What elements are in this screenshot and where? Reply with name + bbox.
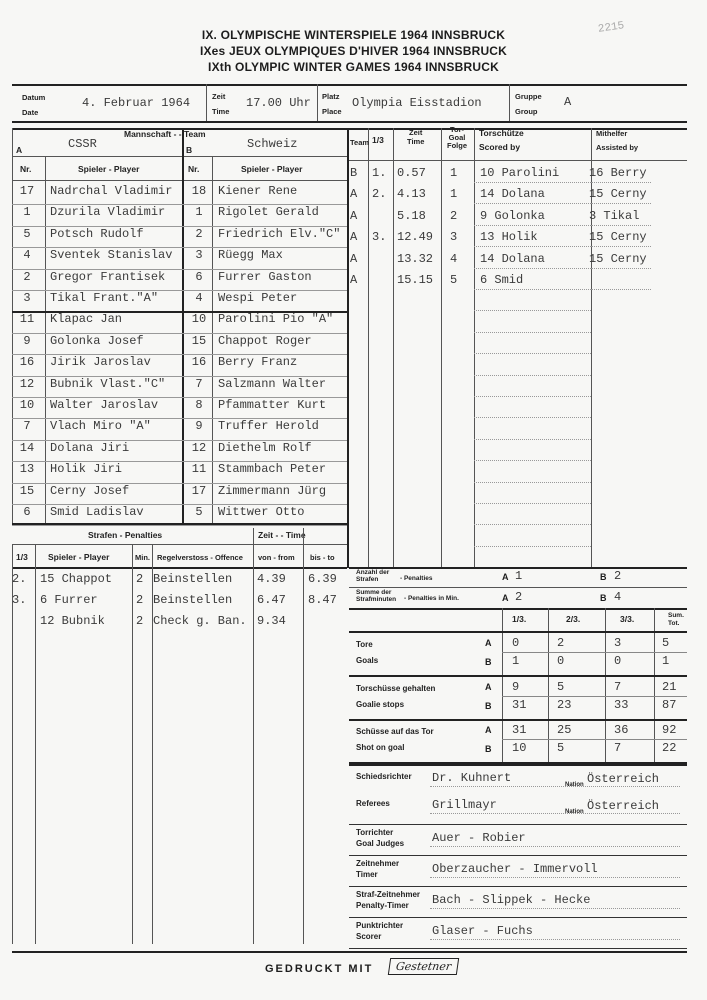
stat-b-letter: B xyxy=(485,657,492,667)
penalty-offence: Check g. Ban. xyxy=(153,614,247,628)
stat-b-value: 1 xyxy=(512,654,520,668)
rule-line xyxy=(474,375,591,376)
stat-b-value: 0 xyxy=(614,654,622,668)
player-b-number: 8 xyxy=(195,398,203,412)
stat-a-letter: A xyxy=(485,725,492,735)
player-header-b: Spieler - Player xyxy=(241,164,303,174)
penalty-offence: Beinstellen xyxy=(153,593,233,607)
stat-a-letter: A xyxy=(485,638,492,648)
goal-assist: 3 Tikal xyxy=(589,208,640,223)
team-b-name: Schweiz xyxy=(247,137,298,151)
gestetner-logo-text: Gestetner xyxy=(395,960,453,973)
player-b-name: Berry Franz xyxy=(218,355,298,370)
stat-label-en: Goalie stops xyxy=(356,700,405,709)
penalty-count-a: 1 xyxy=(515,569,523,583)
goal-order: 3 xyxy=(450,230,458,245)
goal-order: 1 xyxy=(450,187,458,202)
player-b-name: Parolini Pio "A" xyxy=(218,312,334,327)
goal-team: B xyxy=(350,166,358,180)
penalty-player: 15 Chappot xyxy=(40,572,113,586)
penalty-count-label xyxy=(356,569,398,583)
player-b-name: Wespi Peter xyxy=(218,291,298,305)
stat-a-value: 92 xyxy=(662,723,677,737)
stat-a-value: 31 xyxy=(512,723,527,737)
rule-line xyxy=(349,719,687,721)
official-label: Zeitnehmer xyxy=(356,859,400,868)
penalty-minutes-label-en: - Penalties in Min. xyxy=(404,595,459,602)
penalty-minutes-label-de: Summe der Strafminuten xyxy=(356,589,397,603)
rule-line xyxy=(591,246,651,247)
player-b-number: 3 xyxy=(195,248,203,263)
penalty-from: 4.39 xyxy=(257,572,286,586)
penalty-player: 12 Bubnik xyxy=(40,614,105,628)
pen-offence-header: Regelverstoss - Offence xyxy=(157,553,243,562)
rule-line xyxy=(474,310,591,311)
player-a-name: Nadrchal Vladimir xyxy=(50,184,173,198)
player-a-name: Klapac Jan xyxy=(50,312,123,327)
stat-a-value: 36 xyxy=(614,723,629,737)
official-value: Oberzaucher - Immervoll xyxy=(432,862,598,876)
rule-line xyxy=(349,948,687,949)
player-b-name: Chappot Roger xyxy=(218,333,312,348)
penalty-to: 8.47 xyxy=(308,593,337,607)
player-b-number: 17 xyxy=(191,483,207,498)
rule-line xyxy=(430,877,680,878)
player-b-number: 10 xyxy=(191,312,207,327)
player-b-name: Rüegg Max xyxy=(218,248,283,263)
player-b-number: 5 xyxy=(195,505,203,519)
corner-note: 2215 xyxy=(597,20,626,36)
stat-b-value: 33 xyxy=(614,698,629,712)
rule-line xyxy=(591,225,651,226)
official-label: Referees xyxy=(356,799,390,808)
rule-line xyxy=(474,268,591,269)
player-b-number: 12 xyxy=(191,440,207,455)
rule-line xyxy=(591,268,651,269)
player-a-number: 10 xyxy=(19,398,35,412)
goal-order: 2 xyxy=(450,208,458,223)
time-label: Zeit xyxy=(212,92,226,101)
player-a-number: 14 xyxy=(19,440,35,455)
goal-team: A xyxy=(350,230,358,245)
title-line-3: IXth OLYMPIC WINTER GAMES 1964 INNSBRUCK xyxy=(208,60,499,74)
pen-from-header: von - from xyxy=(258,553,295,562)
stat-b-value: 87 xyxy=(662,698,677,712)
rule-line xyxy=(474,182,591,183)
group-label-en: Group xyxy=(515,107,538,116)
player-a-name: Sventek Stanislav xyxy=(50,248,173,263)
team-label: Mannschaft - - Team xyxy=(124,129,206,139)
rule-line xyxy=(474,289,591,290)
rule-line xyxy=(591,203,651,204)
rule-line xyxy=(474,396,591,397)
player-b-number: 15 xyxy=(191,333,207,348)
player-a-number: 16 xyxy=(19,355,35,370)
goal-team: A xyxy=(350,187,358,202)
stat-a-value: 25 xyxy=(557,723,572,737)
goal-order: 4 xyxy=(450,251,458,266)
stat-b-letter: B xyxy=(485,744,492,754)
player-a-name: Walter Jaroslav xyxy=(50,398,159,412)
goals-order-header: Tor- Goal Folge xyxy=(447,125,467,150)
player-b-number: 1 xyxy=(195,205,203,220)
stats-p1-header: 1/3. xyxy=(512,614,527,624)
stat-b-value: 7 xyxy=(614,741,622,755)
rule-line xyxy=(502,652,687,653)
player-b-name: Salzmann Walter xyxy=(218,376,327,391)
rule-line xyxy=(474,503,591,504)
rule-line xyxy=(474,460,591,461)
goal-assist: 16 Berry xyxy=(589,166,647,180)
rule-line xyxy=(430,908,680,909)
player-b-number: 11 xyxy=(191,462,207,477)
player-a-name: Bubnik Vlast."C" xyxy=(50,376,166,391)
player-b-name: Stammbach Peter xyxy=(218,462,327,477)
player-a-number: 12 xyxy=(19,376,35,391)
rule-line xyxy=(12,951,687,953)
place-label-en: Place xyxy=(322,107,342,116)
rule-line xyxy=(349,917,687,918)
stat-b-value: 23 xyxy=(557,698,572,712)
goal-scorer: 9 Golonka xyxy=(480,208,545,223)
player-a-number: 2 xyxy=(23,269,31,284)
stat-a-value: 5 xyxy=(662,636,670,650)
stat-a-letter: A xyxy=(485,682,492,692)
goal-team: A xyxy=(350,273,358,287)
rule-line xyxy=(430,846,680,847)
count-a-letter: A xyxy=(502,572,509,582)
stat-a-value: 21 xyxy=(662,680,677,694)
stat-label: Tore xyxy=(356,640,373,649)
goal-time: 5.18 xyxy=(397,208,426,223)
penalty-period: 3. xyxy=(12,593,27,607)
player-a-name: Cerny Josef xyxy=(50,483,130,498)
goals-assist-header: Mithelfer Assisted by xyxy=(596,129,639,152)
official-label: Punktrichter xyxy=(356,921,404,930)
penalty-from: 6.47 xyxy=(257,593,286,607)
player-a-number: 11 xyxy=(19,312,35,327)
rule-line xyxy=(474,332,591,333)
penalty-period: 2. xyxy=(12,572,27,586)
player-a-name: Potsch Rudolf xyxy=(50,226,144,241)
player-a-number: 5 xyxy=(23,226,31,241)
pen-player-header: Spieler - Player xyxy=(48,552,110,562)
printed-by xyxy=(265,963,373,975)
player-b-name: Rigolet Gerald xyxy=(218,205,319,220)
player-b-number: 2 xyxy=(195,226,203,241)
goals-third-header: 1/3 xyxy=(372,135,384,145)
player-b-number: 18 xyxy=(191,184,207,198)
match-group: A xyxy=(564,95,572,109)
count-b-letter: B xyxy=(600,572,607,582)
player-b-name: Wittwer Otto xyxy=(218,505,305,519)
goal-time: 12.49 xyxy=(397,230,434,245)
pen-to-header: bis - to xyxy=(310,553,335,562)
official-label-en: Scorer xyxy=(356,932,382,941)
goal-scorer: 14 Dolana xyxy=(480,187,545,202)
goal-time: 4.13 xyxy=(397,187,426,202)
nr-header-b: Nr. xyxy=(188,164,200,174)
goals-team-header: Team xyxy=(350,138,370,147)
official-value: Glaser - Fuchs xyxy=(432,924,533,938)
stats-p2-header: 2/3. xyxy=(566,614,581,624)
penalty-minutes: 2 xyxy=(136,614,144,628)
player-a-number: 17 xyxy=(19,184,35,198)
minutes-a-letter: A xyxy=(502,593,509,603)
goal-assist: 15 Cerny xyxy=(589,230,647,245)
pen-min-header: Min. xyxy=(135,553,150,562)
player-a-name: Holik Jiri xyxy=(50,462,123,477)
player-a-number: 7 xyxy=(23,419,31,434)
goal-order: 5 xyxy=(450,273,458,287)
date-label: Datum xyxy=(22,93,46,102)
player-b-name: Diethelm Rolf xyxy=(218,440,312,455)
rule-line xyxy=(349,824,687,825)
rule-line xyxy=(474,439,591,440)
stat-label-en: Shot on goal xyxy=(356,743,405,752)
player-a-number: 13 xyxy=(19,462,35,477)
penalty-minutes-label xyxy=(356,589,404,603)
rule-line xyxy=(474,203,591,204)
official-nation: Österreich xyxy=(587,772,660,786)
official-value: Dr. Kuhnert xyxy=(432,771,512,785)
official-label-en: Penalty-Timer xyxy=(356,901,409,910)
rule-line xyxy=(591,289,651,290)
penalty-minutes: 2 xyxy=(136,593,144,607)
goal-scorer: 6 Smid xyxy=(480,273,524,287)
player-a-number: 3 xyxy=(23,291,31,305)
date-label-en: Date xyxy=(22,108,39,117)
goal-assist: 15 Cerny xyxy=(589,251,647,266)
player-a-name: Dolana Jiri xyxy=(50,440,130,455)
match-place: Olympia Eisstadion xyxy=(352,96,482,110)
gestetner-logo xyxy=(388,958,460,975)
title-line-1: IX. OLYMPISCHE WINTERSPIELE 1964 INNSBRUCK xyxy=(201,28,506,42)
goal-time: 0.57 xyxy=(397,166,426,180)
title-line-2: IXes JEUX OLYMPIQUES D'HIVER 1964 INNSBRUCK xyxy=(199,44,508,58)
goals-time-header: Zeit Time xyxy=(407,128,425,146)
stat-a-value: 9 xyxy=(512,680,520,694)
penalties-time-title: Zeit - - Time xyxy=(258,530,306,540)
stat-a-value: 7 xyxy=(614,680,622,694)
penalty-from: 9.34 xyxy=(257,614,286,628)
penalty-count-label-en: - Penalties xyxy=(400,575,433,582)
penalty-minutes-a: 2 xyxy=(515,590,523,604)
penalty-count-b: 2 xyxy=(614,569,622,583)
official-value: Bach - Slippek - Hecke xyxy=(432,893,591,907)
player-b-name: Furrer Gaston xyxy=(218,269,312,284)
player-a-name: Smid Ladislav xyxy=(50,505,144,519)
penalty-player: 6 Furrer xyxy=(40,593,98,607)
stat-b-value: 5 xyxy=(557,741,565,755)
rule-line xyxy=(474,482,591,483)
pen-third-header: 1/3 xyxy=(16,552,28,562)
goal-period: 3. xyxy=(372,230,387,245)
stat-b-value: 31 xyxy=(512,698,527,712)
stat-a-value: 5 xyxy=(557,680,565,694)
stat-b-letter: B xyxy=(485,701,492,711)
rule-line xyxy=(474,417,591,418)
player-a-name: Dzurila Vladimir xyxy=(50,205,166,220)
rule-line xyxy=(474,353,591,354)
goal-time: 15.15 xyxy=(397,273,434,287)
official-value: Grillmayr xyxy=(432,798,497,812)
group-label: Gruppe xyxy=(515,92,542,101)
official-label: Torrichter xyxy=(356,828,394,837)
player-a-name: Vlach Miro "A" xyxy=(50,419,151,434)
player-b-name: Truffer Herold xyxy=(218,419,319,434)
rule-line xyxy=(430,786,680,787)
goal-period: 2. xyxy=(372,187,387,202)
team-a-letter: A xyxy=(16,145,23,155)
nr-header-a: Nr. xyxy=(20,164,32,174)
rule-line xyxy=(430,813,680,814)
official-label-en: Timer xyxy=(356,870,378,879)
goal-scorer: 13 Holik xyxy=(480,230,538,245)
player-b-name: Pfammatter Kurt xyxy=(218,398,327,412)
time-label-en: Time xyxy=(212,107,230,116)
penalty-to: 6.39 xyxy=(308,572,337,586)
goal-team: A xyxy=(350,251,358,266)
printed-by-text: GEDRUCKT MIT xyxy=(265,963,374,975)
nation-label: Nation xyxy=(565,809,584,815)
goal-order: 1 xyxy=(450,166,458,180)
penalty-minutes: 2 xyxy=(136,572,144,586)
stat-label: Schüsse auf das Tor xyxy=(356,727,434,736)
stats-total-header: Sum. Tot. xyxy=(668,612,684,627)
stat-b-value: 0 xyxy=(557,654,565,668)
goal-period: 1. xyxy=(372,166,387,180)
official-label: Straf-Zeitnehmer xyxy=(356,890,421,899)
player-b-number: 7 xyxy=(195,376,203,391)
rule-line xyxy=(591,182,651,183)
official-nation: Österreich xyxy=(587,799,660,813)
player-a-name: Jirik Jaroslav xyxy=(50,355,151,370)
player-a-number: 4 xyxy=(23,248,31,263)
player-b-number: 6 xyxy=(195,269,203,284)
official-label: Schiedsrichter xyxy=(356,772,412,781)
goals-scorer-header: Torschütze Scored by xyxy=(479,128,524,152)
place-label: Platz xyxy=(322,92,340,101)
player-a-number: 15 xyxy=(19,483,35,498)
player-a-number: 9 xyxy=(23,333,31,348)
player-b-number: 9 xyxy=(195,419,203,434)
penalty-minutes-b: 4 xyxy=(614,590,622,604)
penalty-count-label-de: Anzahl der Strafen xyxy=(356,569,390,583)
stat-label-en: Goals xyxy=(356,656,379,665)
match-date: 4. Februar 1964 xyxy=(82,96,191,110)
player-b-name: Zimmermann Jürg xyxy=(218,483,327,498)
rule-line xyxy=(349,764,687,766)
rule-line xyxy=(502,739,687,740)
rule-line xyxy=(502,696,687,697)
penalties-title: Strafen - Penalties xyxy=(88,530,163,540)
goal-assist: 15 Cerny xyxy=(589,187,647,202)
player-b-name: Kiener Rene xyxy=(218,184,298,198)
player-a-name: Tikal Frant."A" xyxy=(50,291,159,305)
player-header-a: Spieler - Player xyxy=(78,164,140,174)
player-a-name: Gregor Frantisek xyxy=(50,269,166,284)
minutes-b-letter: B xyxy=(600,593,607,603)
player-a-number: 1 xyxy=(23,205,31,220)
rule-line xyxy=(349,675,687,677)
player-a-number: 6 xyxy=(23,505,31,519)
rule-line xyxy=(430,939,680,940)
stat-a-value: 3 xyxy=(614,636,622,650)
rule-line xyxy=(474,524,591,525)
goal-team: A xyxy=(350,208,358,223)
stat-a-value: 0 xyxy=(512,636,520,650)
stat-b-value: 10 xyxy=(512,741,527,755)
nation-label: Nation xyxy=(565,782,584,788)
player-a-name: Golonka Josef xyxy=(50,333,144,348)
team-a-name: CSSR xyxy=(68,137,97,151)
goal-scorer: 14 Dolana xyxy=(480,251,545,266)
team-b-letter: B xyxy=(186,145,193,155)
goal-time: 13.32 xyxy=(397,251,434,266)
stats-p3-header: 3/3. xyxy=(620,614,635,624)
goal-scorer: 10 Parolini xyxy=(480,166,560,180)
rule-line xyxy=(349,855,687,856)
player-b-number: 4 xyxy=(195,291,203,305)
player-b-number: 16 xyxy=(191,355,207,370)
stat-b-value: 1 xyxy=(662,654,670,668)
penalty-offence: Beinstellen xyxy=(153,572,233,586)
rule-line xyxy=(349,886,687,887)
official-label-en: Goal Judges xyxy=(356,839,405,848)
stat-label: Torschüsse gehalten xyxy=(356,684,436,693)
official-value: Auer - Robier xyxy=(432,831,526,845)
stat-a-value: 2 xyxy=(557,636,565,650)
rule-line xyxy=(474,225,591,226)
stat-b-value: 22 xyxy=(662,741,677,755)
rule-line xyxy=(12,525,347,526)
rule-line xyxy=(474,246,591,247)
rule-line xyxy=(474,546,591,547)
match-time: 17.00 Uhr xyxy=(246,96,311,110)
player-b-name: Friedrich Elv."C" xyxy=(218,226,341,241)
